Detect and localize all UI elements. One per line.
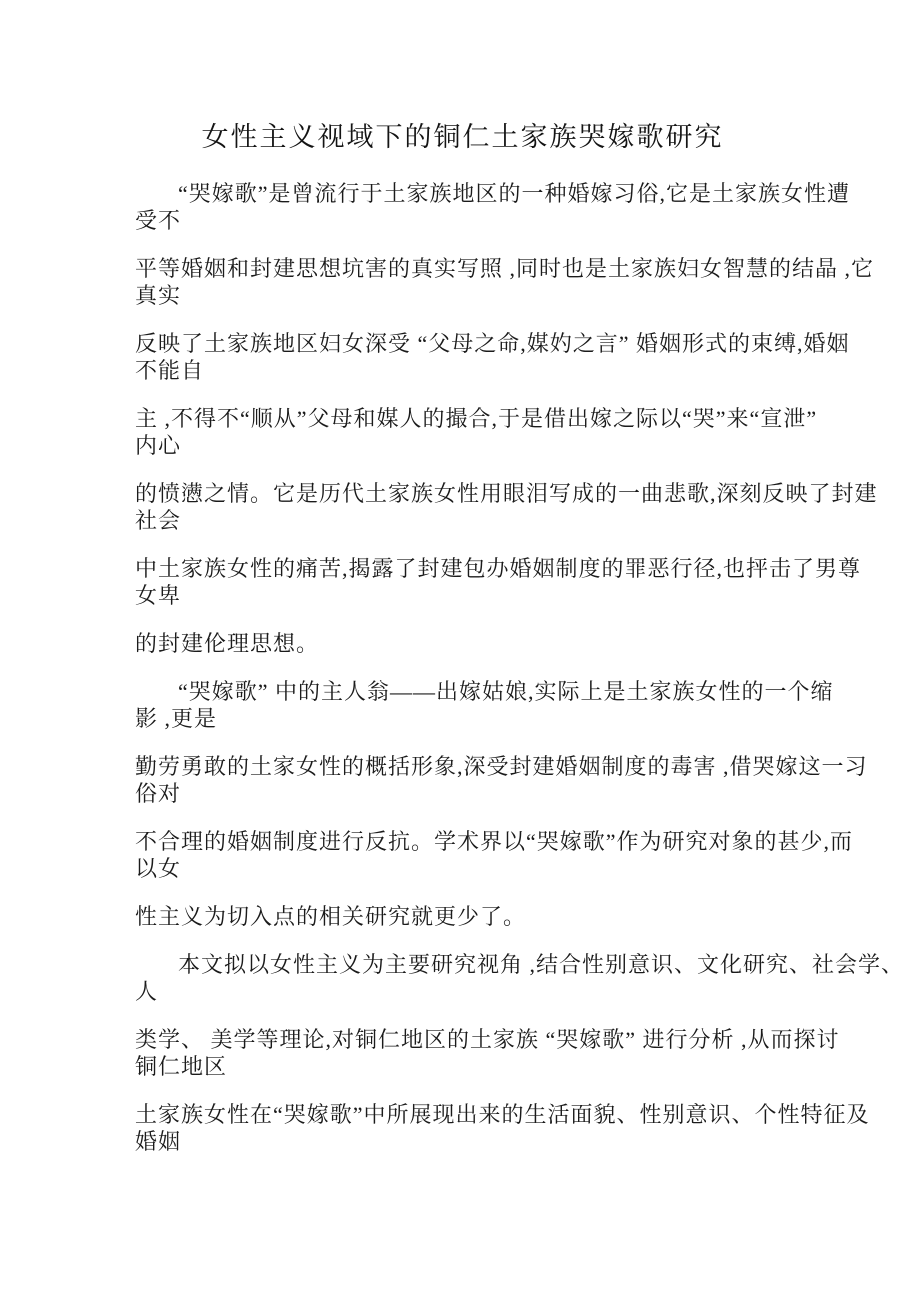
text-line: 的封建伦理思想。 [135, 631, 320, 656]
paragraph [135, 630, 790, 657]
text-line: 类学、 美学等理论,对铜仁地区的土家族 “哭嫁歌” 进行分析 ,从而探讨 [135, 1027, 840, 1052]
text-line: 不合理的婚姻制度进行反抗。学术界以“哭嫁歌”作为研究对象的甚少,而 [135, 829, 854, 854]
document-body [135, 180, 905, 1155]
text-line: 人 [135, 979, 159, 1004]
text-line: 俗对 [135, 781, 182, 806]
paragraph [135, 480, 878, 534]
text-line: 女卑 [135, 583, 182, 608]
paragraph [135, 330, 850, 384]
text-line: 主 ,不得不“顺从”父母和媒人的撮合,于是借出嫁之际以“哭”来“宣泄” [135, 406, 818, 431]
text-line: 不能自 [135, 358, 205, 383]
text-line: 本文拟以女性主义为主要研究视角 ,结合性别意识、文化研究、社会学、 [178, 952, 905, 977]
text-line: 平等婚姻和封建思想坑害的真实写照 ,同时也是土家族妇女智慧的结晶 ,它 [135, 256, 875, 281]
paragraph [135, 555, 862, 609]
text-line: 内心 [135, 433, 182, 458]
text-line: 勤劳勇敢的土家女性的概括形象,深受封建婚姻制度的毒害 ,借哭嫁这一习 [135, 754, 868, 779]
paragraph [135, 951, 905, 1005]
paragraph [135, 903, 790, 930]
paragraph [135, 255, 875, 309]
text-line: 的愤懑之情。它是历代土家族女性用眼泪写成的一曲悲歌,深刻反映了封建 [135, 481, 878, 506]
paragraph [135, 180, 851, 234]
text-line: 影 ,更是 [135, 706, 218, 731]
text-line: 社会 [135, 508, 182, 533]
paragraph [135, 753, 868, 807]
text-line: 性主义为切入点的相关研究就更少了。 [135, 904, 527, 929]
paragraph [135, 678, 834, 732]
text-line: 反映了土家族地区妇女深受 “父母之命,媒妁之言” 婚姻形式的束缚,婚姻 [135, 331, 850, 356]
paragraph [135, 405, 818, 459]
text-line: 以女 [135, 856, 182, 881]
page-title: 女性主义视域下的铜仁土家族哭嫁歌研究 [201, 122, 724, 152]
text-line: 真实 [135, 283, 182, 308]
paragraph [135, 1026, 840, 1080]
text-line: 中土家族女性的痛苦,揭露了封建包办婚姻制度的罪恶行径,也抨击了男尊 [135, 556, 862, 581]
text-line: 受不 [135, 208, 182, 233]
text-line: “哭嫁歌”是曾流行于土家族地区的一种婚嫁习俗,它是土家族女性遭 [178, 181, 851, 206]
paragraph [135, 828, 854, 882]
text-line: “哭嫁歌” 中的主人翁——出嫁姑娘,实际上是土家族女性的一个缩 [178, 679, 834, 704]
paragraph [135, 1101, 870, 1155]
text-line: 婚姻 [135, 1129, 182, 1154]
text-line: 土家族女性在“哭嫁歌”中所展现出来的生活面貌、性别意识、个性特征及 [135, 1102, 870, 1127]
text-line: 铜仁地区 [135, 1054, 228, 1079]
